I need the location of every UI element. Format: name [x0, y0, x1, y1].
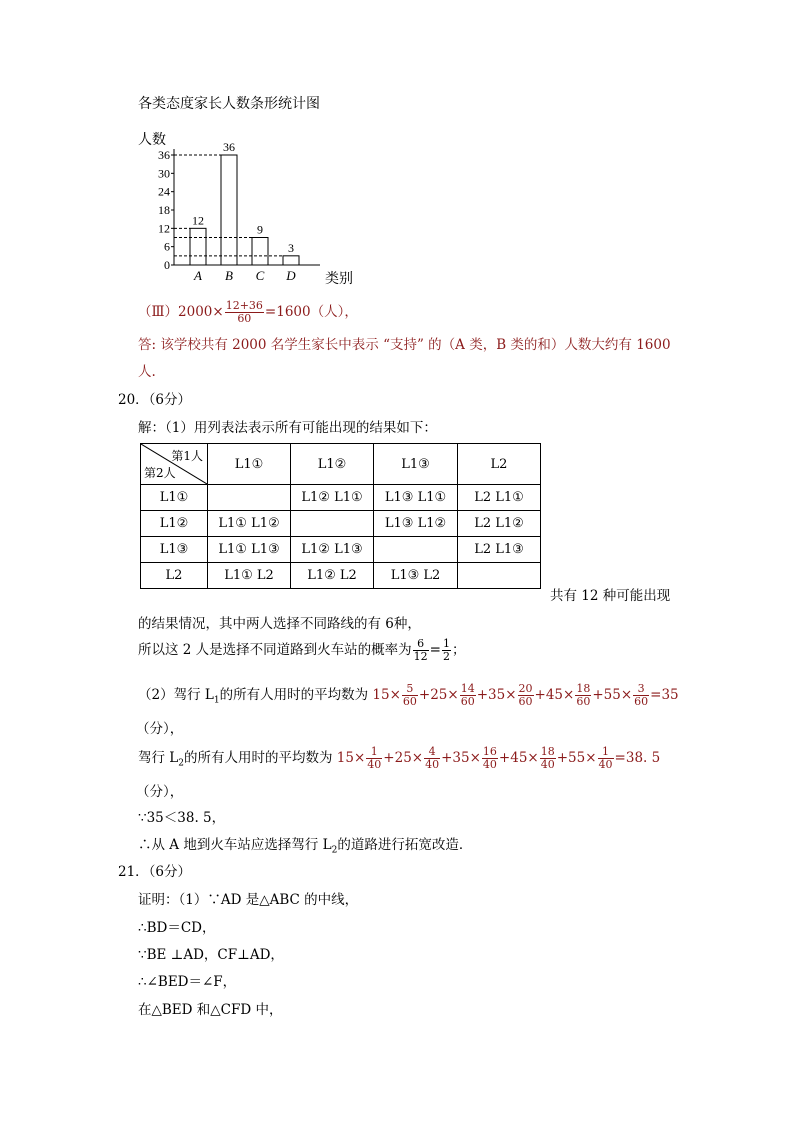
table-corner [141, 444, 208, 485]
therefore-post: 的道路进行拓宽改造． [337, 837, 473, 853]
table-cell: L1② [141, 511, 208, 537]
table-cell: L1② L1③ [291, 537, 374, 563]
bar [252, 238, 268, 266]
fraction [633, 683, 649, 708]
frac-num: 1 [366, 746, 382, 759]
frac-den: 60 [402, 695, 417, 708]
part3-expr-left: 2000× [178, 304, 224, 320]
frac-num: 18 [540, 745, 555, 758]
term-coef: +45× [498, 750, 539, 766]
therefore-pre: ∴从 A 地到火车站应选择驾行 L [138, 837, 332, 853]
table-cell: L1③ L1② [374, 511, 458, 537]
q21-line: ∴BD＝CD， [138, 920, 216, 936]
term-coef: +55× [592, 687, 633, 703]
q21-line: 在△BED 和△CFD 中， [138, 1002, 283, 1018]
x-tick-label: A [194, 268, 202, 283]
frac-den: 60 [634, 695, 649, 708]
y-tick-label: 12 [158, 221, 170, 236]
table-cell [291, 511, 374, 537]
frac-num: 20 [518, 682, 533, 695]
table-cell: L2 L1② [458, 511, 541, 537]
fraction [424, 746, 440, 771]
x-tick-label: C [255, 268, 265, 283]
term-coef: +55× [556, 750, 597, 766]
bar-data-label: 3 [288, 240, 294, 255]
q20-line3 [138, 638, 465, 663]
bar-chart [130, 128, 390, 288]
q21-line: 证明：（1）∵AD 是△ABC 的中线， [138, 892, 359, 908]
frac-num: 3 [633, 683, 649, 696]
x-tick-label: B [225, 268, 233, 283]
frac-num: 1 [442, 637, 450, 650]
part3-answer-tail: 人. [138, 364, 156, 380]
frac-den: 2 [442, 650, 450, 663]
frac-num: 16 [482, 745, 497, 758]
y-axis-label: 人数 [138, 132, 166, 148]
p2-expression [372, 682, 650, 708]
fraction [575, 683, 591, 708]
p2-mid: 的所有人用时的平均数为 [219, 687, 369, 703]
p2-pre: （2）驾行 L [138, 687, 214, 703]
equals: = [429, 642, 441, 658]
term-coef: 15× [372, 687, 401, 703]
term-coef: +25× [383, 750, 424, 766]
fraction [598, 746, 614, 771]
table-cell: L1③ L2 [374, 563, 458, 589]
q20-line3-text: 所以这 2 人是选择不同道路到火车站的概率为 [138, 642, 412, 658]
p2-result: =35 [650, 687, 679, 703]
table-cell: L1① [141, 485, 208, 511]
table-cell [208, 485, 291, 511]
bar-data-label: 12 [192, 213, 204, 228]
p3-pre: 驾行 L [138, 750, 179, 766]
y-tick-label: 30 [158, 166, 170, 181]
p3-expression [336, 745, 615, 771]
table-header: L1① [208, 444, 291, 485]
table-cell: L1① L1③ [208, 537, 291, 563]
part3-answer: 答: 该学校共有 2000 名学生家长中表示 “支持” 的（A 类，B 类的和）人数大约有 1600 [138, 337, 671, 353]
bar [190, 228, 206, 265]
table-cell: L1③ [141, 537, 208, 563]
fraction [518, 683, 534, 708]
table-header: L1③ [374, 444, 458, 485]
frac-den: 40 [598, 758, 613, 771]
y-tick-label: 6 [164, 239, 170, 254]
part3-label: （Ⅲ） [138, 304, 179, 320]
q20-line2: 的结果情况，其中两人选择不同路线的有 6种， [138, 616, 421, 632]
fraction [366, 746, 382, 771]
q20-unit2: （分）， [136, 784, 184, 800]
frac-den: 40 [540, 758, 555, 771]
table-row [141, 485, 541, 511]
frac-den: 60 [460, 695, 475, 708]
chart-title: 各类态度家长人数条形统计图 [138, 96, 320, 112]
x-tick-label: D [286, 268, 296, 283]
fraction [482, 746, 498, 771]
p3-sub: 2 [178, 758, 184, 769]
term-coef: +35× [441, 750, 481, 766]
q20-title: 20．（6分） [118, 392, 192, 408]
term-coef: +35× [476, 687, 517, 703]
table-cell: L2 L1③ [458, 537, 541, 563]
table-cell [374, 537, 458, 563]
part3-expr-right: =1600（人）， [264, 304, 358, 320]
y-tick-label: 24 [158, 184, 170, 199]
q21-title: 21．（6分） [118, 864, 192, 880]
fraction [460, 683, 476, 708]
frac-num: 1 [598, 746, 614, 759]
part3-expression [138, 300, 358, 325]
bar-data-label: 36 [223, 140, 235, 154]
table-row [141, 537, 541, 563]
therefore-sub: 2 [331, 845, 338, 856]
y-tick-label: 36 [158, 148, 170, 162]
q20-p3 [138, 746, 660, 771]
corner-bottom: 第2人 [144, 466, 176, 480]
q20-p2 [138, 683, 679, 708]
table-cell: L2 [141, 563, 208, 589]
frac-den: 60 [576, 695, 591, 708]
fraction [540, 746, 556, 771]
table-cell: L1① L2 [208, 563, 291, 589]
frac-den: 40 [425, 758, 440, 771]
frac-num: 4 [424, 746, 440, 759]
bar-data-label: 9 [257, 222, 263, 237]
part3-den: 60 [237, 312, 252, 325]
punct: ； [451, 642, 466, 658]
frac-den: 12 [413, 650, 428, 663]
part3-num: 12+36 [225, 299, 263, 312]
table-cell: L2 L1① [458, 485, 541, 511]
outcome-table [140, 443, 541, 589]
table-row [141, 563, 541, 589]
p2-sub: 1 [213, 695, 220, 706]
frac-den: 40 [482, 758, 497, 771]
table-header: L2 [458, 444, 541, 485]
term-coef: +45× [534, 687, 575, 703]
q21-line: ∴∠BED＝∠F， [138, 974, 237, 990]
frac-num: 6 [413, 638, 429, 651]
q20-after-table: 共有 12 种可能出现 [550, 588, 671, 604]
table-cell: L1① L1② [208, 511, 291, 537]
fraction [402, 683, 418, 708]
term-coef: 15× [336, 750, 366, 766]
q20-because: ∵35＜38. 5， [138, 810, 226, 826]
frac-num: 5 [402, 683, 418, 696]
p3-mid: 的所有人用时的平均数为 [184, 750, 333, 766]
q20-therefore [138, 833, 472, 856]
frac-den: 60 [518, 695, 533, 708]
frac-num: 14 [460, 682, 475, 695]
q20-intro: 解：（1）用列表法表示所有可能出现的结果如下： [138, 420, 437, 436]
table-cell: L1② L2 [291, 563, 374, 589]
q20-unit1: （分）， [136, 721, 184, 737]
table-cell: L1③ L1① [374, 485, 458, 511]
table-row [141, 511, 541, 537]
corner-top: 第1人 [171, 449, 203, 463]
term-coef: +25× [418, 687, 459, 703]
bar [283, 256, 299, 265]
bar [221, 155, 237, 265]
y-tick-label: 0 [164, 258, 170, 272]
q21-line: ∵BE ⊥AD，CF⊥AD， [138, 947, 284, 963]
table-cell: L1② L1① [291, 485, 374, 511]
table-cell [458, 563, 541, 589]
y-tick-label: 18 [158, 203, 170, 217]
table-header: L1② [291, 444, 374, 485]
frac-num: 18 [576, 682, 591, 695]
frac-den: 40 [367, 758, 382, 771]
p3-result: =38. 5 [614, 750, 661, 766]
x-axis-label: 类别 [325, 271, 353, 287]
